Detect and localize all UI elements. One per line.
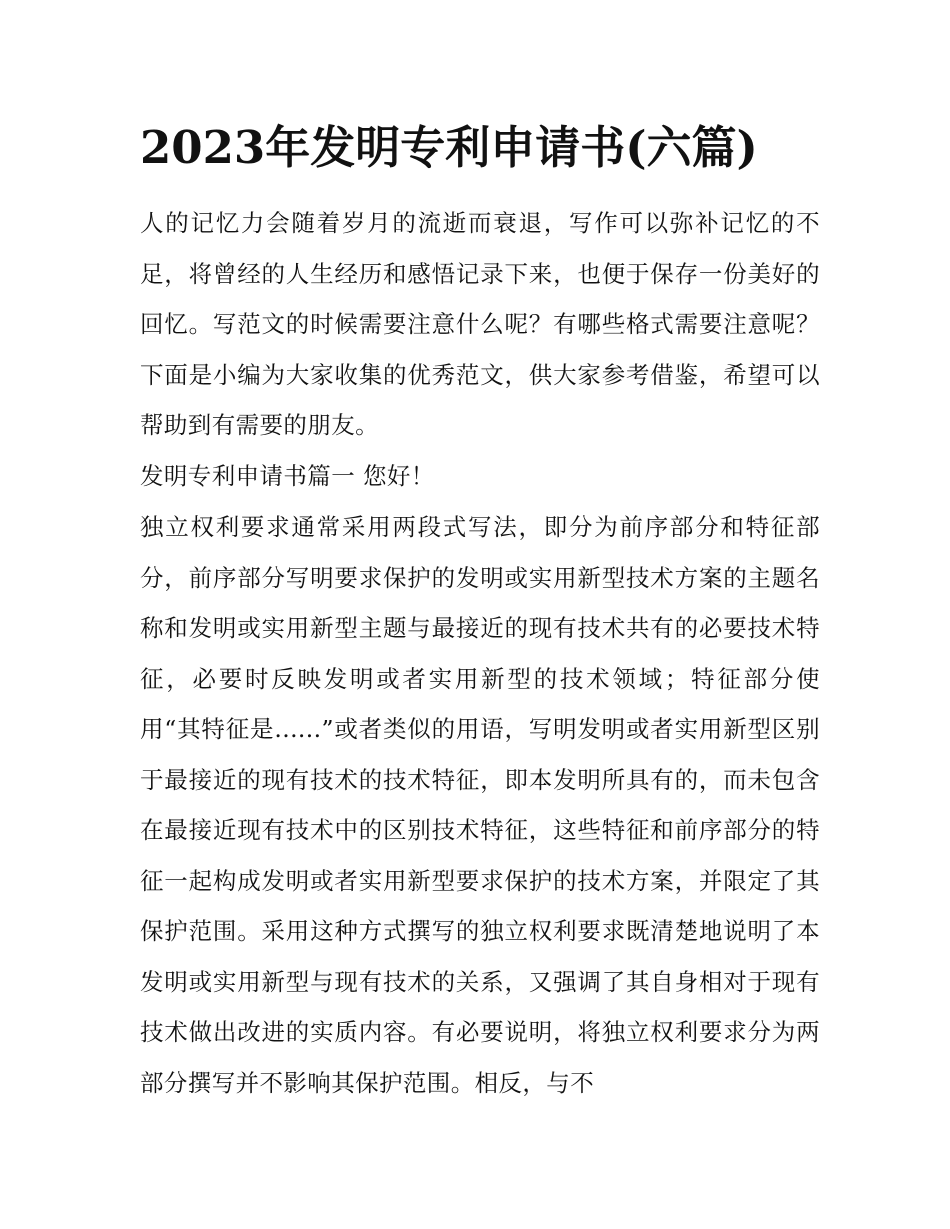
document-title: 2023年发明专利申请书(六篇) [140,121,758,174]
section-heading-paragraph: 发明专利申请书篇一 您好！ [140,462,435,490]
intro-paragraph: 人的记忆力会随着岁月的流逝而衰退，写作可以弥补记忆的不足，将曾经的人生经历和感悟记录下来，也便于保存一份美好的回忆。写范文的时候需要注意什么呢？有哪些格式需要注意呢？下面是小编为大家收集的优秀范文，供大家参考借鉴，希望可以帮助到有需要的朋友。 [140,209,820,439]
body-paragraph: 独立权利要求通常采用两段式写法，即分为前序部分和特征部分，前序部分写明要求保护的发明或实用新型技术方案的主题名称和发明或实用新型主题与最接近的现有技术共有的必要技术特征，必要时反映发明或者实用新型的技术领域；特征部分使用“其特征是......”或者类似的用语，写明发明或者实用新型区别于最接近的现有技术的技术特征，即本发明所具有的，而未包含在最接近现有技术中的区别技术特征，这些特征和前序部分的特征一起构成发明或者实用新型要求保护的技术方案，并限定了其保护范围。采用这种方式撰写的独立权利要求既清楚地说明了本发明或实用新型与现有技术的关系，又强调了其自身相对于现有技术做出改进的实质内容。有必要说明，将独立权利要求分为两部分撰写并不影响其保护范围。相反，与不 [140,513,820,1097]
